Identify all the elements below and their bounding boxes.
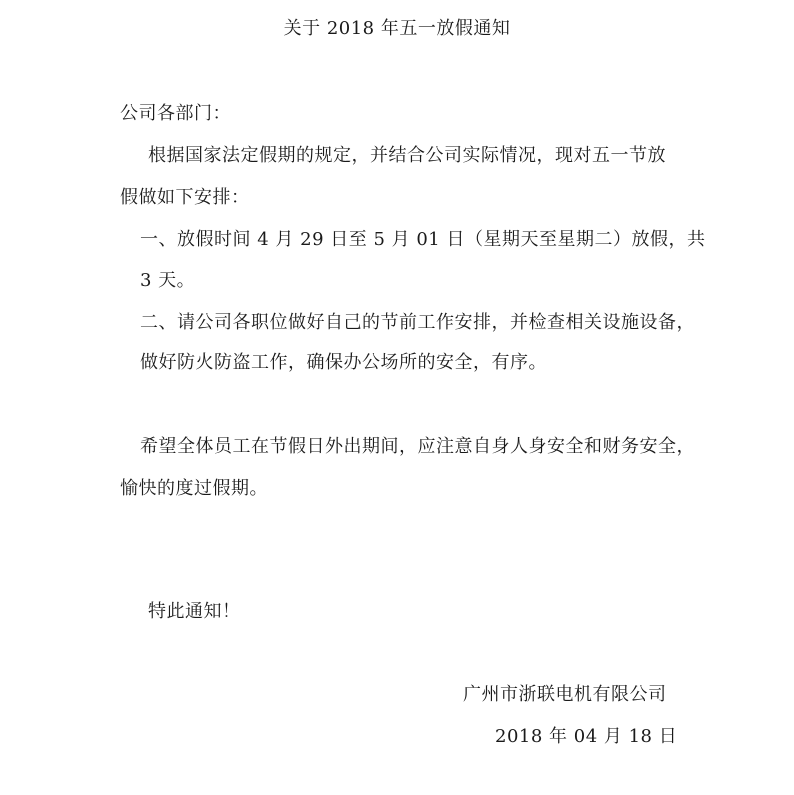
item-2-line-1: 二、请公司各职位做好自己的节前工作安排，并检查相关设施设备， xyxy=(140,312,695,333)
salutation: 公司各部门： xyxy=(120,103,231,124)
intro-line-1: 根据国家法定假期的规定，并结合公司实际情况，现对五一节放 xyxy=(148,145,666,166)
signature-company: 广州市浙联电机有限公司 xyxy=(463,684,667,705)
closing-line-2: 愉快的度过假期。 xyxy=(120,478,268,499)
document-title: 关于 2018 年五一放假通知 xyxy=(283,18,511,39)
item-1-line-2: 3 天。 xyxy=(140,270,196,291)
item-2-line-2: 做好防火防盗工作，确保办公场所的安全，有序。 xyxy=(140,352,547,373)
signature-date: 2018 年 04 月 18 日 xyxy=(495,726,678,747)
intro-line-2: 假做如下安排： xyxy=(120,187,250,208)
item-1-line-1: 一、放假时间 4 月 29 日至 5 月 01 日（星期天至星期二）放假，共 xyxy=(140,229,706,250)
closing-line-1: 希望全体员工在节假日外出期间，应注意自身人身安全和财务安全， xyxy=(140,436,695,457)
notice-text: 特此通知！ xyxy=(148,601,241,622)
